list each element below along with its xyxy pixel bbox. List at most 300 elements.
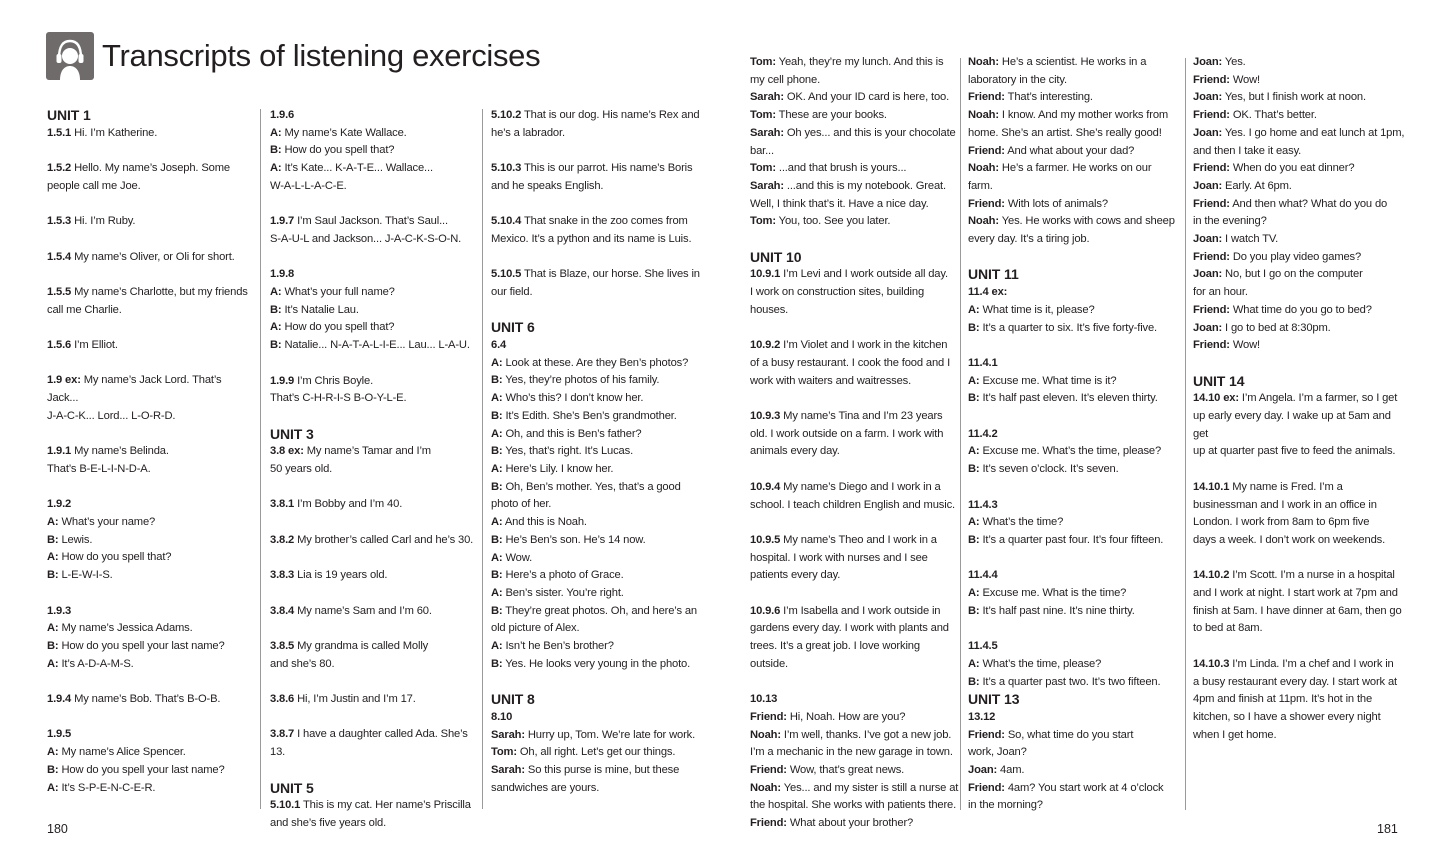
transcript-label: A: [491, 463, 503, 475]
transcript-line [968, 497, 1178, 515]
transcript-line [750, 532, 960, 550]
transcript-line [968, 532, 1178, 550]
transcript-label: B: [47, 569, 59, 582]
transcript-text: My name’s Charlotte, but my friends [71, 285, 248, 298]
transcript-text: in the evening? [1193, 215, 1267, 228]
transcript-line [47, 461, 252, 479]
transcript-text: Wow! [1229, 339, 1260, 352]
transcript-line [47, 443, 252, 461]
transcript-label: 10.9.5 [750, 533, 781, 546]
transcript-text: work with waiters and waitresses. [750, 374, 912, 387]
transcript-label: Tom: [750, 109, 776, 122]
transcript-text: L-E-W-I-S. [58, 569, 113, 582]
transcript-text: I’m Elliot. [71, 339, 118, 352]
transcript-label: 1.9.9 [270, 374, 295, 387]
transcript-line [968, 656, 1178, 674]
transcript-text: My name’s Tamar and I’m [303, 445, 431, 458]
transcript-label: A: [968, 657, 980, 670]
transcript-text: My grandma is called Molly [294, 639, 429, 652]
transcript-line [750, 497, 960, 515]
transcript-text: Well, I think that’s it. Have a nice day. [750, 197, 929, 210]
transcript-label: Friend: [968, 144, 1005, 157]
transcript-label: Friend: [1193, 197, 1230, 210]
transcript-label: Joan: [1193, 179, 1223, 192]
transcript-label: Friend: [968, 91, 1005, 104]
column-divider [482, 109, 483, 809]
transcript-label: 3.8 ex: [270, 445, 304, 458]
transcript-label: 1.9.8 [270, 268, 295, 281]
transcript-label: 5.10.5 [491, 268, 522, 281]
transcript-text: Oh yes... and this is your chocolate [783, 126, 956, 139]
transcript-text: And this is Noah. [502, 516, 587, 529]
transcript-label: 11.4.2 [968, 427, 998, 440]
transcript-label: 1.5.2 [47, 162, 72, 175]
transcript-line [1193, 72, 1405, 90]
transcript-label: Joan: [1193, 126, 1223, 139]
transcript-line [491, 744, 711, 762]
transcript-text: sandwiches are yours. [491, 781, 600, 794]
transcript-label: A: [968, 374, 980, 387]
transcript-text: to bed at 8am. [1193, 622, 1263, 635]
transcript-text: Excuse me. What is the time? [979, 587, 1127, 600]
transcript-line [968, 603, 1178, 621]
transcript-line [968, 390, 1178, 408]
transcript-text: old. I work outside on a farm. I work with [750, 427, 944, 440]
transcript-label: A: [491, 392, 503, 405]
transcript-label: Noah: [968, 162, 999, 175]
transcript-text: My name’s Oliver, or Oli for short. [71, 250, 235, 263]
transcript-text: OK. And your ID card is here, too. [783, 91, 950, 104]
transcript-label: Friend: [750, 710, 787, 723]
transcript-text: photo of her. [491, 498, 552, 511]
transcript-label: 11.4.4 [968, 569, 998, 582]
transcript-label: B: [968, 392, 980, 405]
transcript-label: Friend: [968, 197, 1005, 210]
transcript-label: B: [47, 533, 59, 546]
transcript-label: 1.9.1 [47, 445, 72, 458]
transcript-line [47, 638, 252, 656]
transcript-line [270, 178, 480, 196]
transcript-text: That’s C-H-R-I-S B-O-Y-L-E. [270, 392, 407, 405]
transcript-line [968, 744, 1178, 762]
transcript-line [270, 266, 480, 284]
transcript-text: What time do you go to bed? [1229, 303, 1372, 316]
transcript-text: and he speaks English. [491, 179, 604, 192]
transcript-label: 3.8.1 [270, 498, 295, 511]
transcript-label: 14.10 ex: [1193, 392, 1239, 405]
transcript-text: patients every day. [750, 569, 841, 582]
transcript-line [968, 373, 1178, 391]
transcript-text: Excuse me. What time is it? [979, 374, 1117, 387]
transcript-line [750, 266, 960, 284]
transcript-text: kitchen, so I have a shower every night [1193, 710, 1381, 723]
transcript-label: 11.4 ex: [968, 286, 1008, 299]
transcript-label: Sarah: [750, 179, 784, 192]
transcript-text: hospital. I work with nurses and I see [750, 551, 928, 564]
transcript-text: My name’s Kate Wallace. [281, 126, 407, 139]
transcript-line [47, 603, 252, 621]
unit-heading: UNIT 3 [270, 425, 314, 442]
transcript-line [270, 567, 480, 585]
transcript-label: 10.9.2 [750, 339, 781, 352]
transcript-line [491, 638, 711, 656]
page-title: Transcripts of listening exercises [102, 38, 541, 73]
transcript-text: Early. At 6pm. [1222, 179, 1292, 192]
transcript-text: trees. It’s a great job. I love working outside. [750, 640, 920, 670]
transcript-text: My name’s Bob. That’s B-O-B. [71, 693, 221, 706]
transcript-line [1193, 532, 1405, 550]
transcript-line [491, 585, 711, 603]
transcript-text: Hi, I’m Justin and I’m 17. [294, 693, 416, 706]
transcript-text: This is my cat. Her name’s Priscilla [300, 799, 471, 812]
transcript-text: So this purse is mine, but these [524, 763, 680, 776]
transcript-label: 1.5.3 [47, 215, 72, 228]
transcript-text: London. I work from 8am to 6pm five [1193, 516, 1370, 529]
transcript-text: That snake in the zoo comes from [521, 215, 688, 228]
transcript-line [47, 249, 252, 267]
transcript-line [270, 638, 480, 656]
transcript-text: How do you spell your last name? [58, 763, 225, 776]
transcript-line [270, 656, 480, 674]
transcript-line [968, 780, 1178, 798]
transcript-text: Oh, all right. Let’s get our things. [516, 746, 676, 759]
transcript-label: 1.5.4 [47, 250, 72, 263]
transcript-line [47, 337, 252, 355]
transcript-label: 14.10.1 [1193, 480, 1230, 493]
transcript-label: B: [491, 409, 503, 422]
transcript-text: the hospital. She works with patients there. [750, 799, 957, 812]
transcript-line [270, 461, 480, 479]
transcript-text: I’m Violet and I work in the kitchen [780, 339, 948, 352]
transcript-text: You, too. See you later. [775, 215, 891, 228]
transcript-text: These are your books. [775, 109, 887, 122]
transcript-line [270, 231, 480, 249]
transcript-line [491, 408, 711, 426]
transcript-line [491, 567, 711, 585]
transcript-text: 4pm and finish at 11pm. It’s hot in the [1193, 693, 1373, 706]
transcript-line [47, 744, 252, 762]
transcript-line [750, 196, 960, 214]
transcript-text: home. She’s an artist. She’s really good! [968, 126, 1162, 139]
transcript-text: That is Blaze, our horse. She lives in [521, 268, 700, 281]
page-number-left: 180 [47, 822, 68, 836]
transcript-text: Hi. I’m Katherine. [71, 126, 158, 139]
transcript-text: My name’s Tina and I’m 23 years [780, 410, 943, 423]
transcript-line [968, 231, 1178, 249]
transcript-text: Wow! [1229, 73, 1260, 86]
transcript-line [968, 54, 1178, 72]
transcript-text: My name is Fred. I’m a [1229, 480, 1343, 493]
transcript-label: Friend: [750, 817, 787, 830]
transcript-text: What’s the time, please? [979, 657, 1102, 670]
transcript-label: Friend: [968, 728, 1005, 741]
transcript-text: What’s the time? [979, 516, 1064, 529]
transcript-text: I’m a mechanic in the new garage in town. [750, 746, 953, 759]
transcript-text: my cell phone. [750, 73, 821, 86]
unit-heading: UNIT 1 [47, 107, 91, 123]
transcript-line [47, 567, 252, 585]
transcript-line [1193, 284, 1405, 302]
transcript-label: Noah: [968, 56, 999, 68]
unit-heading: UNIT 13 [968, 691, 1020, 708]
transcript-line [491, 514, 711, 532]
page-number-right: 181 [1377, 822, 1398, 836]
transcript-label: B: [968, 675, 980, 688]
transcript-column-4 [750, 54, 960, 833]
transcript-label: A: [270, 126, 282, 139]
transcript-text: What’s your name? [58, 516, 156, 529]
transcript-line [47, 213, 252, 231]
transcript-label: Noah: [750, 728, 781, 741]
transcript-line [1193, 497, 1405, 515]
transcript-line [491, 284, 711, 302]
transcript-label: 6.4 [491, 339, 507, 352]
transcript-line [270, 797, 480, 815]
transcript-text: up at quarter past five to feed the animals. [1193, 445, 1396, 458]
transcript-column-3 [491, 107, 711, 797]
transcript-text: gardens every day. I work with plants and [750, 622, 949, 635]
transcript-line [47, 549, 252, 567]
transcript-label: A: [270, 321, 282, 334]
transcript-line [491, 532, 711, 550]
transcript-line [750, 727, 960, 745]
transcript-label: 5.10.1 [270, 799, 301, 812]
transcript-label: B: [968, 604, 980, 617]
transcript-column-5 [968, 54, 1178, 815]
transcript-text: old picture of Alex. [491, 622, 580, 635]
transcript-text: Yes, that’s right. It’s Lucas. [502, 445, 634, 458]
transcript-text: Yes, but I finish work at noon. [1222, 91, 1366, 104]
transcript-text: every day. It’s a tiring job. [968, 233, 1090, 246]
transcript-line [270, 496, 480, 514]
transcript-text: It’s Natalie Lau. [281, 303, 359, 316]
transcript-text: I’m Isabella and I work outside in [780, 604, 941, 617]
transcript-text: And what about your dad? [1004, 144, 1135, 157]
transcript-line [1193, 213, 1405, 231]
transcript-text: Wow. [502, 551, 533, 564]
transcript-text: I’m Scott. I’m a nurse in a hospital [1229, 569, 1395, 582]
transcript-text: That is our dog. His name’s Rex and [521, 109, 700, 121]
transcript-label: A: [47, 516, 59, 529]
transcript-line [491, 231, 711, 249]
transcript-text: 4am? You start work at 4 o’clock [1004, 781, 1164, 794]
transcript-label: A: [47, 781, 59, 794]
transcript-label: A: [491, 356, 503, 369]
transcript-line [491, 780, 711, 798]
transcript-text: our field. [491, 285, 533, 298]
transcript-label: Joan: [1193, 268, 1223, 281]
transcript-line [1193, 143, 1405, 161]
transcript-label: B: [491, 604, 503, 617]
transcript-line [491, 550, 711, 568]
transcript-text: He’s a farmer. He works on our farm. [968, 162, 1152, 192]
transcript-label: Joan: [968, 764, 998, 777]
transcript-line [270, 213, 480, 231]
transcript-line [270, 443, 480, 461]
transcript-text: Who’s this? I don’t know her. [502, 392, 644, 405]
transcript-line [750, 638, 960, 673]
transcript-text: That’s B-E-L-I-N-D-A. [47, 462, 151, 475]
transcript-label: Tom: [491, 746, 517, 759]
transcript-label: 8.10 [491, 710, 513, 723]
transcript-label: 3.8.6 [270, 693, 295, 706]
transcript-line [968, 89, 1178, 107]
transcript-line [968, 143, 1178, 161]
transcript-text: ...and that brush is yours... [775, 162, 907, 175]
transcript-label: Friend: [1193, 109, 1230, 122]
transcript-line [1193, 266, 1405, 284]
transcript-label: Friend: [1193, 73, 1230, 86]
transcript-label: B: [270, 303, 282, 316]
transcript-text: Hello. My name’s Joseph. Some [71, 162, 230, 175]
transcript-label: A: [968, 587, 980, 600]
transcript-label: 10.9.4 [750, 480, 781, 493]
transcript-line [968, 443, 1178, 461]
transcript-text: days a week. I don’t work on weekends. [1193, 533, 1386, 546]
transcript-text: in the morning? [968, 799, 1043, 812]
transcript-line [47, 160, 252, 178]
transcript-label: 11.4.5 [968, 640, 998, 653]
transcript-line [491, 372, 711, 390]
transcript-line [270, 160, 480, 178]
transcript-line [968, 709, 1178, 727]
transcript-text: I’m Levi and I work outside all day. [780, 268, 948, 281]
transcript-label: Friend: [1193, 303, 1230, 316]
transcript-label: Joan: [1193, 321, 1223, 334]
transcript-text: It’s A-D-A-M-S. [58, 657, 134, 670]
transcript-line [1193, 567, 1405, 585]
unit-heading: UNIT 11 [968, 266, 1019, 283]
transcript-text: It’s a quarter past four. It’s four fifteen. [979, 533, 1164, 546]
transcript-text: animals every day. [750, 445, 840, 458]
transcript-label: Sarah: [491, 763, 525, 776]
transcript-label: A: [270, 162, 282, 175]
column-divider [260, 109, 261, 809]
transcript-line [750, 143, 960, 161]
transcript-label: Sarah: [750, 126, 784, 139]
transcript-label: A: [491, 640, 503, 653]
transcript-label: Tom: [750, 56, 776, 68]
transcript-label: B: [491, 445, 503, 458]
transcript-label: Friend: [750, 764, 787, 777]
transcript-line [750, 567, 960, 585]
transcript-text: It’s half past eleven. It’s eleven thirty. [979, 392, 1158, 405]
transcript-line [270, 319, 480, 337]
transcript-label: A: [47, 551, 59, 564]
transcript-label: Noah: [750, 781, 781, 794]
transcript-text: Oh, and this is Ben’s father? [502, 427, 642, 440]
transcript-label: A: [968, 303, 980, 316]
transcript-line [750, 337, 960, 355]
transcript-line [968, 125, 1178, 143]
transcript-label: 1.9.4 [47, 693, 72, 706]
transcript-line [270, 691, 480, 709]
transcript-line [968, 72, 1178, 90]
transcript-text: Yes. I go home and eat lunch at 1pm, [1222, 126, 1405, 139]
transcript-label: B: [491, 533, 503, 546]
transcript-text: and she’s 80. [270, 657, 335, 670]
transcript-text: Natalie... N-A-T-A-L-I-E... Lau... L-A-U. [281, 339, 470, 352]
transcript-text: school. I teach children English and music. [750, 498, 955, 511]
transcript-label: Tom: [750, 162, 776, 175]
transcript-text: Here’s a photo of Grace. [502, 569, 624, 582]
transcript-text: I’m Bobby and I’m 40. [294, 498, 403, 511]
transcript-text: How do you spell your last name? [58, 639, 225, 652]
transcript-line [491, 213, 711, 231]
transcript-line [491, 426, 711, 444]
transcript-label: 11.4.1 [968, 356, 998, 369]
transcript-text: This is our parrot. His name’s Boris [521, 162, 693, 175]
transcript-line [47, 372, 252, 407]
transcript-label: Sarah: [750, 91, 784, 104]
transcript-text: My name’s Theo and I work in a [780, 533, 937, 546]
transcript-label: 1.9 ex: [47, 374, 81, 387]
transcript-line [47, 620, 252, 638]
transcript-line [270, 815, 480, 833]
transcript-line [750, 178, 960, 196]
transcript-text: I have a daughter called Ada. She’s 13. [270, 728, 468, 759]
transcript-label: B: [968, 463, 980, 476]
transcript-line [47, 726, 252, 744]
transcript-line [491, 390, 711, 408]
transcript-line [270, 125, 480, 143]
transcript-label: 1.9.7 [270, 215, 295, 228]
transcript-line [1193, 727, 1405, 745]
transcript-line [1193, 320, 1405, 338]
transcript-line [968, 585, 1178, 603]
transcript-label: 10.9.6 [750, 604, 781, 617]
transcript-line [491, 709, 711, 727]
unit-heading: UNIT 6 [491, 319, 535, 336]
transcript-line [1193, 656, 1405, 674]
transcript-line [750, 373, 960, 391]
transcript-line [47, 532, 252, 550]
transcript-line [1193, 54, 1405, 72]
transcript-label: Sarah: [491, 728, 525, 741]
transcript-text: work, Joan? [968, 746, 1027, 759]
transcript-label: A: [47, 622, 59, 635]
column-divider [1185, 58, 1186, 810]
transcript-text: My name’s Jack Lord. That’s Jack... [47, 374, 222, 405]
transcript-line [750, 443, 960, 461]
transcript-line [750, 160, 960, 178]
transcript-text: I watch TV. [1222, 233, 1279, 246]
transcript-text: What’s your full name? [281, 286, 395, 298]
transcript-text: S-A-U-L and Jackson... J-A-C-K-S-O-N. [270, 232, 462, 245]
transcript-text: Yes... and my sister is still a nurse at [780, 781, 959, 794]
transcript-line [270, 107, 480, 125]
transcript-label: B: [47, 639, 59, 652]
transcript-text: Look at these. Are they Ben’s photos? [502, 356, 689, 369]
transcript-line [270, 337, 480, 355]
transcript-line [968, 674, 1178, 692]
transcript-label: 1.9.3 [47, 604, 72, 617]
transcript-line [47, 408, 252, 426]
transcript-line [491, 125, 711, 143]
transcript-label: B: [491, 569, 503, 582]
transcript-text: a busy restaurant every day. I start work at [1193, 675, 1397, 688]
transcript-label: 5.10.4 [491, 215, 522, 228]
transcript-line [491, 266, 711, 284]
transcript-text: W-A-L-L-A-C-E. [270, 179, 347, 192]
transcript-text: They’re great photos. Oh, and here’s an [502, 604, 697, 617]
transcript-label: B: [491, 480, 503, 493]
transcript-line [491, 620, 711, 638]
transcript-line [750, 709, 960, 727]
transcript-text: I’m Angela. I’m a farmer, so I get [1238, 392, 1398, 405]
transcript-text: Excuse me. What’s the time, please? [979, 445, 1162, 458]
transcript-label: 3.8.3 [270, 569, 295, 582]
